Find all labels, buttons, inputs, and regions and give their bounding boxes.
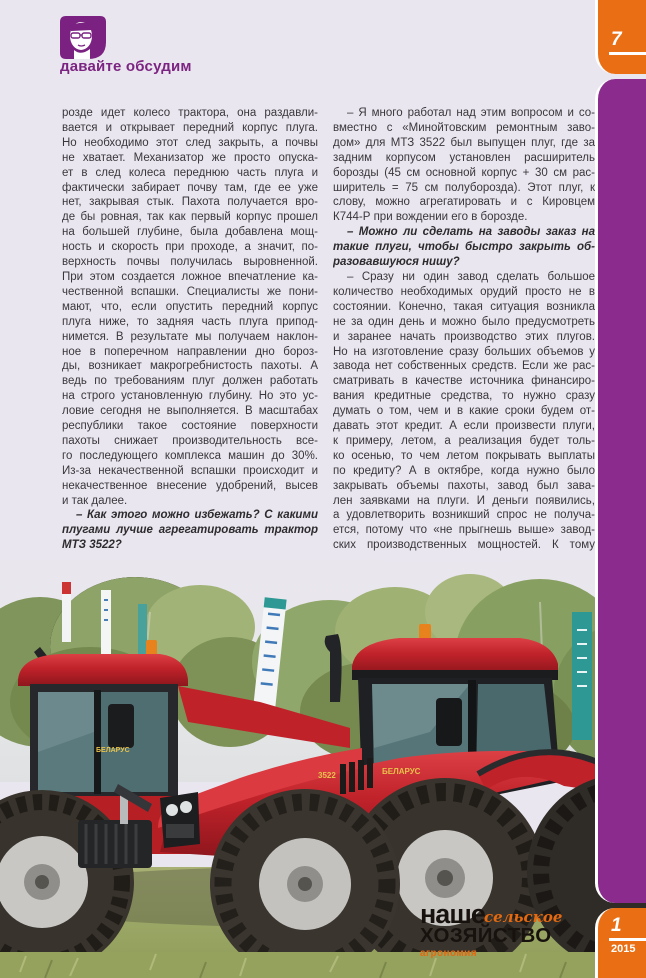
text-line: розде идет колесо трактора, она раздавли- xyxy=(62,107,318,119)
text-line: плугами лучше агрегатировать трактор xyxy=(62,524,318,537)
text-line: – Как этого можно избежать? С какими xyxy=(76,509,318,522)
text-line: ное в поперечном направлении дно бороз- xyxy=(62,345,318,358)
text-line: – Я много работал над этим вопросом и со- xyxy=(347,107,595,119)
page-number: 7 xyxy=(611,29,622,50)
text-line: го последующего комплекса машин до 30%. xyxy=(62,449,318,462)
text-line: нимется. В результате мы получаем наклон- xyxy=(62,330,318,343)
logo-word-khozyaystvo: ХОЗЯЙСТВО xyxy=(420,924,552,947)
text-line: мают, что, если опустить передний корпус xyxy=(62,300,318,313)
issue-number: 1 xyxy=(611,915,622,936)
text-line: де бы ровная, так как первый корпус прошел xyxy=(62,211,318,224)
text-line: дом» для МТЗ 3522 был выпущен плуг, где за xyxy=(333,136,595,149)
text-line: ды, возникает макрогребнистость пахоты. А xyxy=(62,360,318,373)
text-line: МТЗ 3522? xyxy=(62,539,122,552)
text-line: завода нет собственных средств. Если же рас- xyxy=(333,360,595,373)
text-line: лен заявками на плуги. И деньги появились, xyxy=(333,494,595,507)
text-line: – Можно ли сделать на заводы заказ на xyxy=(347,226,595,239)
text-line: не хватает. Механизатор же просто опуска- xyxy=(62,151,318,164)
text-line: думать о том, чем и в какие сроки будем от- xyxy=(333,405,595,418)
text-line: вместно с «Минойтовским ремонтным заво- xyxy=(333,121,595,134)
text-line: и так далее. xyxy=(62,494,128,507)
text-line: количество необходимых орудий просто не в xyxy=(333,285,595,298)
text-line: состоянии. Конечно, такая ситуация возникла xyxy=(333,300,595,313)
sidebar-purple-bar xyxy=(595,79,646,903)
article-column-left xyxy=(62,106,318,553)
text-line: ность и скорость при проходе, а значит, по- xyxy=(62,241,318,254)
text-line: борозды (45 см основной корпус + 30 см рас- xyxy=(333,166,595,179)
text-line: Но необходимо этот след закрыть, а почвы xyxy=(62,136,318,149)
logo-word-nashe: наше xyxy=(420,899,485,929)
text-line: фактически забирает почву там, где ее уже xyxy=(62,181,318,194)
logo-tagline-agronomiya: агрономия xyxy=(420,947,477,959)
text-line: ет в след колеса переднюю часть плуга и xyxy=(62,166,318,179)
text-line: некачественное внесение удобрений, высев xyxy=(62,479,318,492)
text-line: Из-за некачественной вспашки происходит и xyxy=(62,464,318,477)
text-line: к примеру, летом, а реализация будет толь- xyxy=(333,434,595,447)
text-line: вается и открывает передний корпус плуга. xyxy=(62,121,318,134)
text-line: верхность почвы получилась выровненной. xyxy=(62,256,318,269)
page-number-tab xyxy=(595,0,646,74)
text-line: Но на изготовление сразу больших объемов у xyxy=(333,345,595,358)
text-line: вания кредитные средства, то нужно сразу xyxy=(333,390,595,403)
svg-text:БЕЛАРУС: БЕЛАРУС xyxy=(96,747,130,754)
text-line: закрывать объемы пахоты, завод был зава- xyxy=(333,479,595,492)
text-line: ширитель = 75 см полуборозда). Этот плуг, к xyxy=(333,181,595,194)
text-line: и заранее начать производство этих плугов. xyxy=(333,330,595,343)
text-line: на строго установленную глубину. Но это ус- xyxy=(62,390,318,403)
text-line: ских производственных мощностей. К тому xyxy=(333,539,595,552)
text-line: не за один день и можно было предусмотреть xyxy=(333,315,595,328)
text-line: нет, закрывая стык. Пахота получается вро- xyxy=(62,196,318,209)
text-line: К744-Р при вождении его в борозде. xyxy=(333,211,528,224)
page-number-underline xyxy=(609,52,646,55)
text-line: задним корпусом установлен расширитель xyxy=(333,151,595,164)
text-line: давать этот кредит. А если произвести плуги, xyxy=(333,420,595,433)
text-line: плуга ниже, то задняя часть плуга припод- xyxy=(62,315,318,328)
discussion-face-icon xyxy=(60,16,106,59)
magazine-logo xyxy=(420,899,563,959)
text-line: – Сразу ни один завод сделать большое xyxy=(347,270,595,283)
text-line: ведь по требованиям плуг должен работать xyxy=(62,375,318,388)
text-line: ется, потому что «не прыгнешь выше» завод- xyxy=(333,524,595,537)
text-line: слову, можно агрегатировать и с Кировцем xyxy=(333,196,595,209)
svg-text:БЕЛАРУС: БЕЛАРУС xyxy=(382,767,421,776)
text-line: ловие сегодня не выполняется. В масштабах xyxy=(62,405,318,418)
issue-year: 2015 xyxy=(611,943,636,955)
issue-tab xyxy=(595,908,646,978)
logo-script-selskoe: сельское xyxy=(484,908,563,926)
text-line: пахоты снижает производительность все- xyxy=(62,434,318,447)
text-line: а удовлетворить возникший спрос не получа- xyxy=(333,509,595,522)
text-line: При этом создается ложное впечатление ка- xyxy=(62,270,318,283)
text-line: чественной вспашки. Специалисты же пони- xyxy=(62,285,318,298)
article-column-right xyxy=(333,106,595,583)
section-title: давайте обсудим xyxy=(60,58,192,75)
text-line: разовавшуюся нишу? xyxy=(333,256,460,269)
text-line: ко осенью, то чем летом покрывать выплаты xyxy=(333,449,595,462)
svg-text:3522: 3522 xyxy=(318,771,336,780)
text-line: на большей глубине, была добавлена мощ- xyxy=(62,226,318,239)
text-line: такие плуги, чтобы быстро закрыть об- xyxy=(333,241,595,254)
text-line: по кредиту? А в октябре, когда нужно было xyxy=(333,464,595,477)
text-line: сматривать в качестве источника финансиро- xyxy=(333,375,595,388)
text-line: республики такое состояние поверхности xyxy=(62,420,318,433)
